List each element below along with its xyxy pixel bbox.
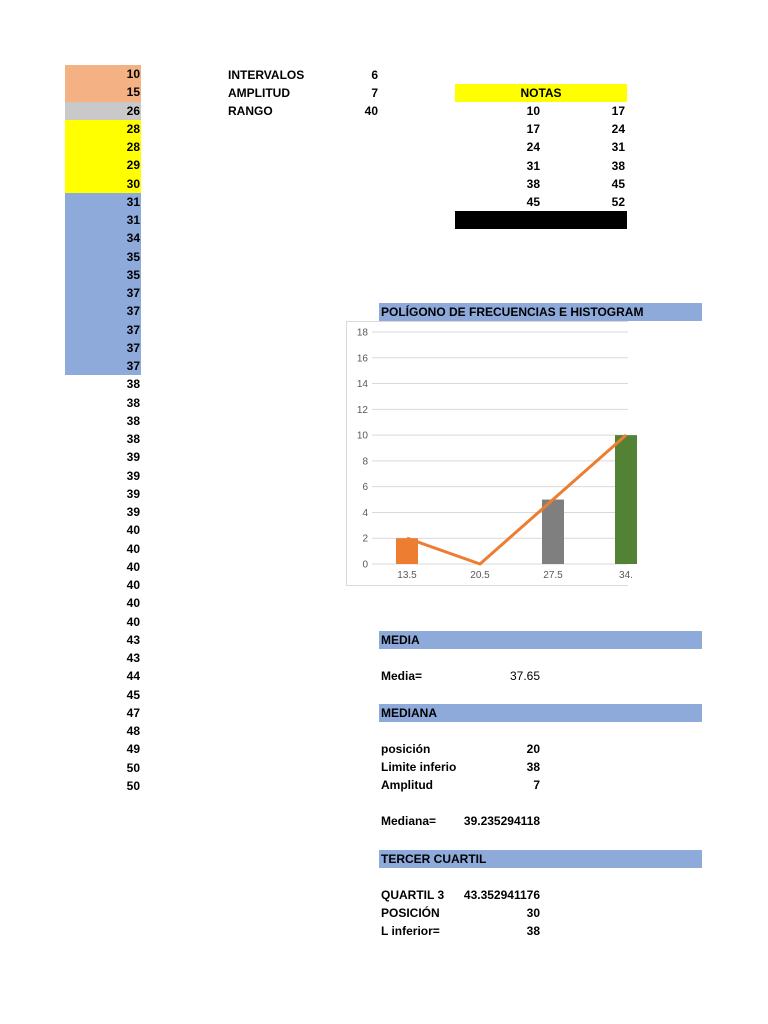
data-cell[interactable]: 43 — [126, 651, 140, 665]
data-cell[interactable]: 28 — [65, 138, 141, 156]
notas-from[interactable]: 45 — [526, 194, 540, 209]
notas-from[interactable]: 17 — [526, 122, 540, 137]
mediana-title: MEDIANA — [379, 704, 702, 722]
data-cell[interactable]: 48 — [126, 724, 140, 738]
quartil3-value[interactable]: 43.352941176 — [463, 888, 540, 902]
cuartil-posicion-label: POSICIÓN — [381, 906, 440, 920]
histogram-bar — [542, 500, 564, 564]
data-cell[interactable]: 37 — [65, 284, 141, 302]
data-cell[interactable]: 31 — [65, 193, 141, 211]
notas-header: NOTAS — [455, 84, 627, 102]
y-tick-label: 6 — [362, 482, 368, 494]
x-tick-label: 34. — [619, 570, 633, 581]
data-cell[interactable]: 40 — [126, 614, 140, 629]
y-tick-label: 14 — [356, 379, 368, 391]
mediana-limite-value[interactable]: 38 — [526, 760, 540, 774]
media-label: Media= — [381, 669, 423, 683]
intervalos-value[interactable]: 6 — [371, 68, 378, 82]
data-cell[interactable]: 40 — [126, 596, 140, 611]
data-cell[interactable]: 34 — [65, 229, 141, 247]
notas-from[interactable]: 10 — [526, 104, 540, 118]
data-cell[interactable]: 38 — [126, 395, 140, 410]
y-tick-label: 0 — [362, 559, 368, 571]
chart-svg — [347, 322, 633, 585]
notas-black-bar — [455, 211, 627, 229]
frequency-chart[interactable] — [346, 321, 633, 586]
notas-row — [455, 120, 627, 138]
data-cell[interactable]: 47 — [126, 705, 140, 720]
x-tick-label: 20.5 — [470, 570, 490, 581]
mediana-posicion-label: posición — [381, 742, 431, 756]
media-title: MEDIA — [379, 631, 702, 649]
data-cell[interactable]: 40 — [126, 541, 140, 556]
y-tick-label: 18 — [356, 327, 368, 339]
data-cell[interactable]: 35 — [65, 266, 141, 284]
mediana-result-value[interactable]: 39.235294118 — [463, 814, 540, 828]
notas-to[interactable]: 17 — [611, 104, 625, 118]
y-tick-label: 16 — [356, 353, 368, 365]
cuartil-posicion-value[interactable]: 30 — [526, 906, 540, 920]
amplitud-value[interactable]: 7 — [371, 86, 378, 100]
data-cell[interactable]: 35 — [65, 248, 141, 266]
x-tick-label: 27.5 — [543, 570, 563, 581]
data-cell[interactable]: 49 — [126, 742, 140, 757]
data-cell[interactable]: 39 — [126, 450, 140, 465]
data-cell[interactable]: 37 — [65, 357, 141, 375]
notas-to[interactable]: 31 — [611, 140, 625, 155]
notas-from[interactable]: 31 — [526, 158, 540, 173]
quartil3-label: QUARTIL 3 — [381, 888, 445, 902]
rango-value[interactable]: 40 — [364, 104, 378, 118]
notas-row — [455, 193, 627, 211]
cuartil-linferior-value[interactable]: 38 — [526, 924, 540, 938]
mediana-amplitud-value[interactable]: 7 — [533, 778, 540, 792]
data-cell[interactable]: 29 — [65, 156, 141, 174]
notas-table — [455, 102, 627, 211]
notas-to[interactable]: 24 — [611, 122, 625, 137]
data-cell[interactable]: 50 — [126, 778, 140, 793]
data-cell[interactable]: 38 — [126, 377, 140, 392]
notas-row — [455, 175, 627, 193]
data-cell[interactable]: 37 — [65, 302, 141, 320]
cuartil-linferior-label: L inferior= — [381, 924, 440, 938]
notas-row — [455, 138, 627, 156]
x-tick-label: 13.5 — [397, 570, 417, 581]
y-tick-label: 4 — [362, 507, 368, 519]
data-cell[interactable]: 39 — [126, 486, 140, 501]
notas-row — [455, 102, 627, 120]
data-cell[interactable]: 50 — [126, 760, 140, 775]
data-cell[interactable]: 39 — [126, 505, 140, 519]
data-cell[interactable]: 38 — [126, 413, 140, 428]
data-cell[interactable]: 31 — [65, 211, 141, 229]
amplitud-label: AMPLITUD — [228, 86, 290, 100]
data-cell[interactable]: 44 — [126, 669, 140, 684]
notas-row — [455, 157, 627, 175]
data-cell[interactable]: 30 — [65, 175, 141, 193]
notas-to[interactable]: 45 — [611, 176, 625, 191]
notas-to[interactable]: 52 — [611, 194, 625, 209]
chart-title: POLÍGONO DE FRECUENCIAS E HISTOGRAM — [379, 303, 702, 321]
data-cell[interactable]: 40 — [126, 559, 140, 574]
mediana-result-label: Mediana= — [381, 814, 437, 828]
data-cell[interactable]: 37 — [65, 321, 141, 339]
y-tick-label: 12 — [356, 404, 368, 416]
data-cell[interactable]: 40 — [126, 523, 140, 538]
rango-label: RANGO — [228, 104, 273, 118]
data-column — [65, 65, 141, 795]
intervalos-label: INTERVALOS — [228, 68, 305, 82]
y-tick-label: 2 — [362, 533, 368, 545]
notas-to[interactable]: 38 — [611, 158, 625, 173]
data-cell[interactable]: 26 — [65, 102, 141, 120]
mediana-posicion-value[interactable]: 20 — [526, 742, 540, 756]
data-cell[interactable]: 15 — [65, 83, 141, 101]
notas-from[interactable]: 24 — [526, 140, 540, 155]
data-cell[interactable]: 40 — [126, 578, 140, 592]
data-cell[interactable]: 28 — [65, 120, 141, 138]
frequency-polygon-line — [407, 435, 626, 564]
mediana-limite-label: Limite inferio — [381, 760, 457, 774]
mediana-amplitud-label: Amplitud — [381, 778, 433, 792]
data-cell[interactable]: 45 — [126, 687, 140, 702]
histogram-bar — [615, 435, 637, 564]
data-cell[interactable]: 10 — [65, 65, 141, 83]
y-tick-label: 8 — [362, 456, 368, 468]
data-cell[interactable]: 39 — [126, 468, 140, 483]
data-cell[interactable]: 43 — [126, 632, 140, 647]
y-tick-label: 10 — [356, 430, 368, 442]
notas-from[interactable]: 38 — [526, 176, 540, 191]
data-cell[interactable]: 38 — [126, 432, 140, 446]
cuartil-title: TERCER CUARTIL — [379, 850, 702, 868]
media-value[interactable]: 37.65 — [509, 669, 540, 683]
data-cell[interactable]: 37 — [65, 339, 141, 357]
